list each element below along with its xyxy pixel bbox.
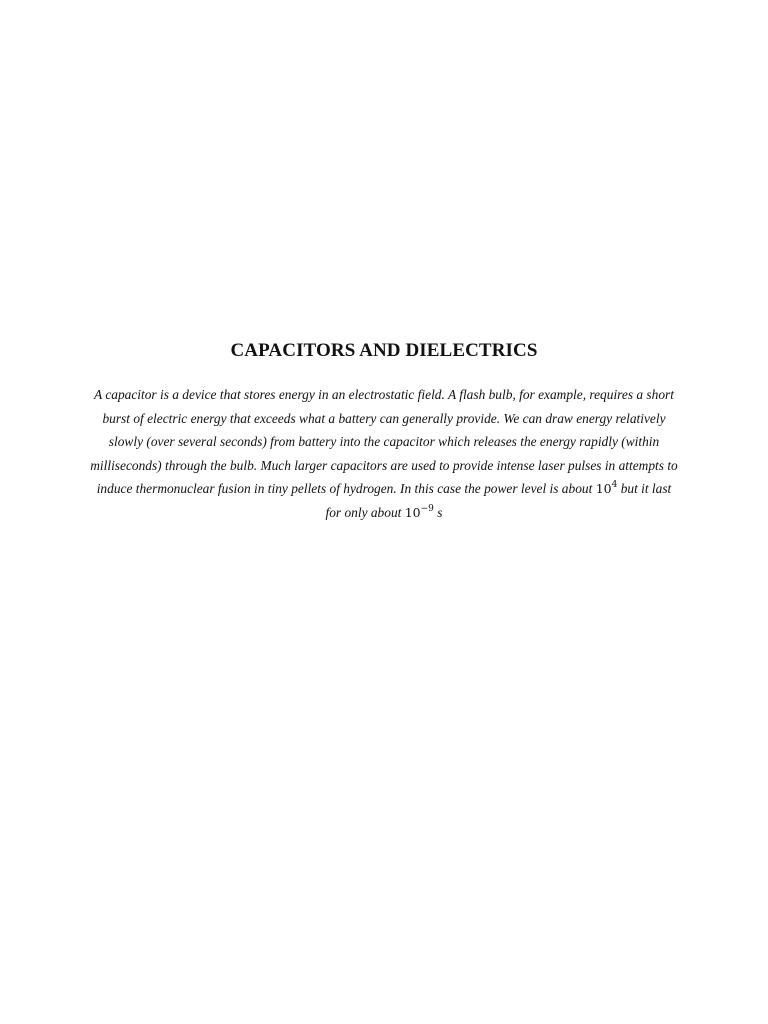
power-base: 10: [595, 481, 612, 497]
paragraph-line: burst of electric energy that exceeds what a battery can generally provide. We can draw energy relatively: [102, 410, 666, 426]
paragraph-line: [62, 501, 706, 525]
time-base: 10: [404, 504, 421, 520]
power-level-value: [596, 481, 618, 496]
line-text: induce thermonuclear fusion in tiny pellets of hydrogen. In this case the power level is about: [96, 481, 593, 497]
document-title: CAPACITORS AND DIELECTRICS: [230, 340, 538, 361]
body-paragraph: [62, 383, 706, 525]
paragraph-line: milliseconds) through the bulb. Much larger capacitors are used to provide intense laser pulses in attempts to: [90, 457, 678, 473]
time-exponent: −9: [420, 503, 434, 514]
paragraph-line: A capacitor is a device that stores energy in an electrostatic field. A flash bulb, for example, requires a short: [94, 387, 674, 402]
power-exponent: 4: [611, 480, 618, 491]
line-text: for only about: [325, 504, 402, 520]
paragraph-line: slowly (over several seconds) from battery into the capacitor which releases the energy rapidly (within: [108, 434, 660, 450]
duration-value: [405, 505, 434, 520]
paragraph-line: [62, 477, 706, 501]
line-text: but it last: [620, 481, 672, 497]
time-unit: s: [437, 504, 443, 520]
